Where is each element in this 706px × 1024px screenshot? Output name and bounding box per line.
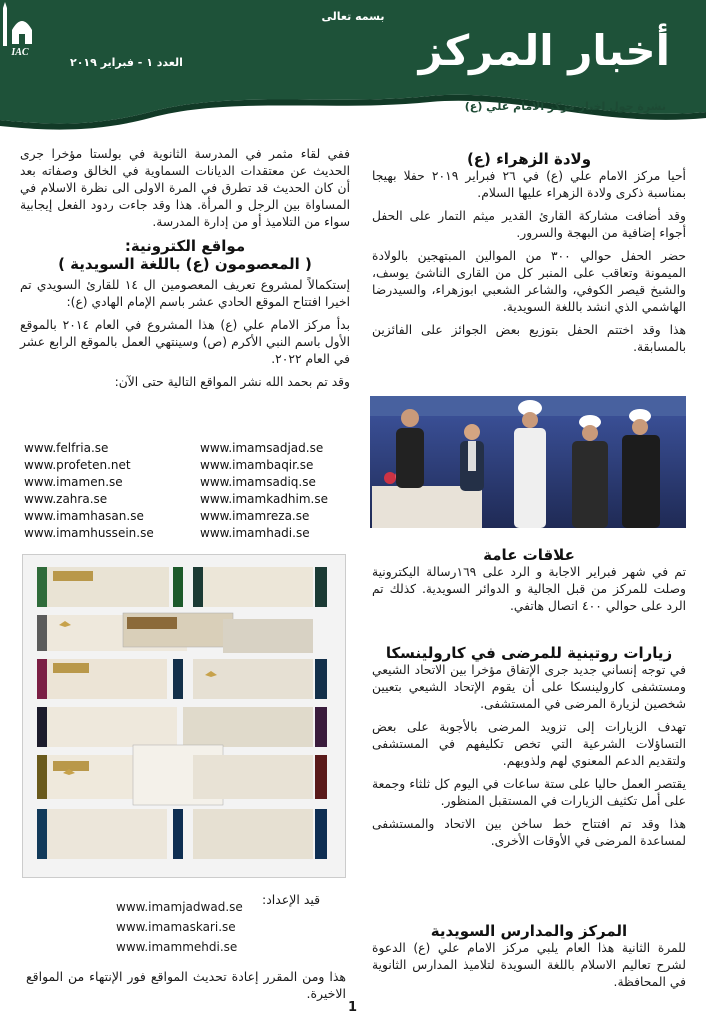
website-link[interactable]: www.imambaqir.se bbox=[200, 458, 314, 472]
left-column bbox=[20, 146, 350, 397]
issue-number: العدد ١ - فبراير ٢٠١٩ bbox=[70, 56, 183, 69]
section-subheading: ( المعصومون (ع) باللغة السويدية ) bbox=[58, 255, 312, 273]
section-heading: ولادة الزهراء (ع) bbox=[466, 150, 592, 168]
page-number: 1 bbox=[348, 1000, 358, 1015]
website-link[interactable]: www.imamreza.se bbox=[200, 509, 310, 523]
website-screenshots-collage bbox=[22, 554, 346, 878]
section-swedish-schools bbox=[372, 922, 686, 997]
website-link[interactable]: www.imamjadwad.se bbox=[116, 900, 243, 914]
paragraph: وقد أضافت مشاركة القارئ القدير ميثم التمار على الحفل أجواء إضافية من البهجة والسرور. bbox=[372, 209, 686, 240]
paragraph: يقتصر العمل حاليا على ستة ساعات في اليوم كل ثلثاء وجمعة على أمل تكثيف الزيارات في المستقبل المنظور. bbox=[372, 777, 686, 808]
section-heading: علاقات عامة bbox=[483, 546, 575, 564]
page-title: أخبار المركز bbox=[418, 26, 670, 75]
website-link[interactable]: www.imamen.se bbox=[24, 475, 123, 489]
section-zahra-birth bbox=[372, 150, 686, 362]
section-public-relations bbox=[372, 546, 686, 621]
website-link[interactable]: www.imamkadhim.se bbox=[200, 492, 329, 506]
website-link[interactable]: www.imamhasan.se bbox=[24, 509, 144, 523]
section-heading: مواقع الكترونية: bbox=[124, 237, 246, 255]
basmala: بسمه تعالى bbox=[321, 10, 385, 23]
section-hospital-visits bbox=[372, 644, 686, 856]
website-link[interactable]: www.imamhadi.se bbox=[200, 526, 310, 540]
website-link[interactable]: www.imamhussein.se bbox=[24, 526, 154, 540]
paragraph: للمرة الثانية هذا العام يلبي مركز الامام علي (ع) الدعوة لشرح تعاليم الاسلام باللغة السويدة لتلاميذ المدارس الثانوية في المحافظة. bbox=[372, 941, 686, 989]
page-subtitle: نشرة حول اخبار مركز الامام علي (ع) bbox=[464, 100, 666, 113]
section-heading: المركز والمدارس السويدية bbox=[430, 922, 628, 940]
paragraph: أحيا مركز الامام علي (ع) في ٢٦ فبراير ٢٠١٩ حفلا بهيجا بمناسبة ذكرى ولادة الزهراء عليها السلام. bbox=[372, 169, 686, 200]
website-link[interactable]: www.felfria.se bbox=[24, 441, 109, 455]
paragraph: في توجه إنساني جديد جرى الإتفاق مؤخرا بين الاتحاد الشيعي ومستشفى كارولينسكا على أن يقوم الإتحاد الشيعي بتعيين شخصين لزيارة المرضى في المستشفى. bbox=[372, 663, 686, 711]
website-link[interactable]: www.imammehdi.se bbox=[116, 940, 238, 954]
paragraph: إستكمالاً لمشروع تعريف المعصومين ال ١٤ للقارئ السويدي تم اخيرا افتتاح الموقع الحادي عشر باسم الإمام الهادي (ع): bbox=[20, 278, 351, 309]
masthead bbox=[0, 0, 706, 140]
website-link[interactable]: www.imamaskari.se bbox=[116, 920, 236, 934]
under-preparation-label: قيد الإعداد: bbox=[262, 892, 321, 907]
paragraph: هذا وقد اختتم الحفل بتوزيع بعض الجوائز على الفائزين بالمسابقة. bbox=[372, 323, 686, 354]
paragraph: بدأ مركز الامام علي (ع) هذا المشروع في العام ٢٠١٤ بالموقع الأول باسم النبي الأكرم (ص) وسينتهي العمل بالموقع الرابع عشر في العام ٢٠٢٢. bbox=[20, 318, 350, 366]
mosque-logo-icon bbox=[0, 0, 40, 58]
event-photo bbox=[370, 396, 686, 528]
paragraph: وقد تم بحمد الله نشر المواقع التالية حتى الآن: bbox=[114, 375, 350, 389]
footer-note: هذا ومن المقرر إعادة تحديث المواقع فور الإنتهاء من المواقع الاخيرة. bbox=[26, 969, 346, 1001]
website-link[interactable]: www.zahra.se bbox=[24, 492, 108, 506]
section-heading: زيارات روتينية للمرضى في كارولينسكا bbox=[385, 644, 673, 662]
paragraph: هذا وقد تم افتتاح خط ساخن بين الاتحاد والمستشفى لمساعدة المرضى في الأوقات الأخرى. bbox=[372, 817, 686, 848]
website-link[interactable]: www.profeten.net bbox=[24, 458, 131, 472]
paragraph: ففي لقاء مثمر في المدرسة الثانوية في بولستا مؤخرا جرى الحديث عن معتقدات الديانات السماوية في الخالق وصفاته بعد أن كان الحديث قد تطرق في المرة الاولى الى نظرة الاسلام في المساواة بين الرجل و المرأة. هذا وقد جاءت ردود الفعل إيجابية سواء من التلاميذ أو من إدارة المدرسة. bbox=[20, 147, 350, 229]
website-link[interactable]: www.imamsadiq.se bbox=[200, 475, 316, 489]
paragraph: تم في شهر فبراير الاجابة و الرد على ١٦٩رسالة اليكترونية وصلت للمركز من قبل الجالية و الدوائر السويدية. كذلك تم الرد على حوالي ٤٠٠ اتصال هاتفي. bbox=[372, 565, 687, 613]
website-link[interactable]: www.imamsadjad.se bbox=[200, 441, 324, 455]
upcoming-websites bbox=[116, 897, 243, 957]
event-photo-illustration bbox=[370, 396, 686, 528]
paragraph: حضر الحفل حوالي ٣٠٠ من الموالين المبتهجين بالولادة الميمونة وتعاقب على المنبر كل من القارى الناشئ يوسف، والشيخ قيصر الكوفي، والشاعر الشعبي ابوزهراء، والسيدرضا الهاشمي الذي انشد باللغة السويدية. bbox=[372, 249, 687, 314]
paragraph: تهدف الزيارات إلى تزويد المرضى بالأجوبة على بعض التساؤلات الشرعية التي تخص تكليفهم في المستشفى ولتقديم الدعم المعنوي لهم ولذويهم. bbox=[372, 720, 686, 768]
collage-illustration bbox=[23, 555, 345, 877]
svg-text:IAC: IAC bbox=[11, 47, 29, 58]
